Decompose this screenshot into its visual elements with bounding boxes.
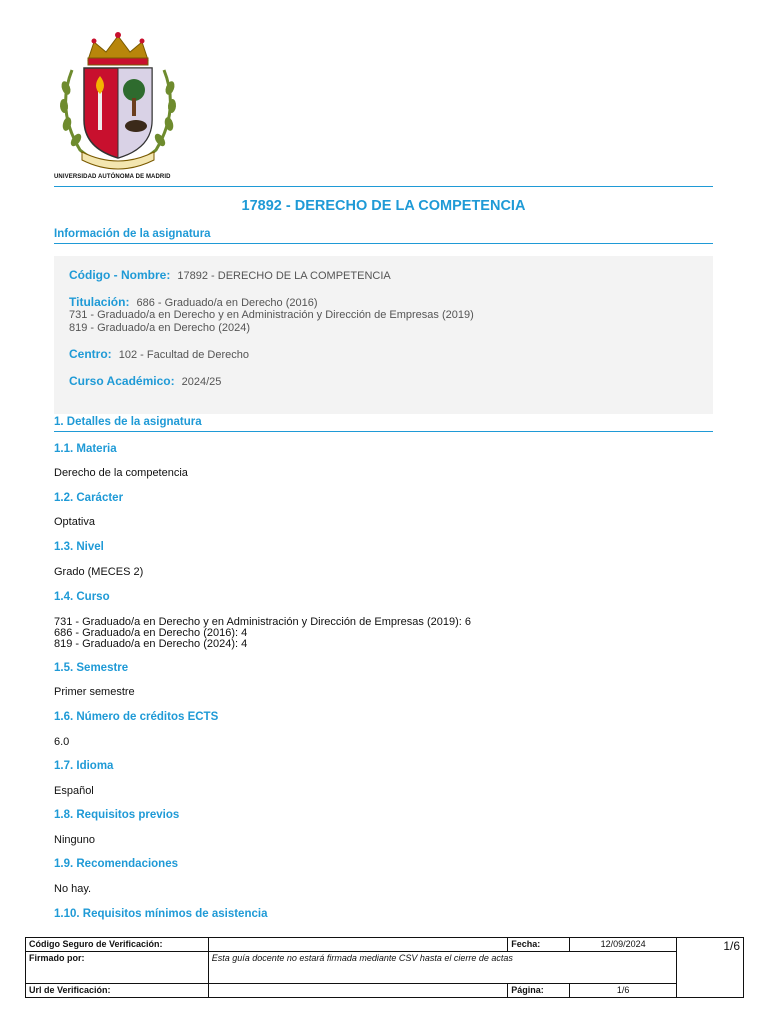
nivel-value: Grado (MECES 2) [54,566,144,578]
curso-line-2: 686 - Graduado/a en Derecho (2016): 4 [54,627,248,639]
firmado-row [26,952,744,984]
creditos-value: 6.0 [54,736,70,748]
page-number: 1/6 [677,938,744,998]
firmado-label: Firmado por: [26,952,209,984]
codigo-value: 17892 - DERECHO DE LA COMPETENCIA [177,270,391,282]
url-value [208,984,507,998]
firmado-value: Esta guía docente no estará firmada mediante CSV hasta el cierre de actas [208,952,676,984]
curso-academico-value: 2024/25 [181,376,222,388]
info-panel [54,256,713,414]
materia-heading: 1.1. Materia [54,443,117,455]
verification-table [25,937,744,998]
titulacion-extra-1: 731 - Graduado/a en Derecho y en Administración y Dirección de Empresas (2019) [69,309,474,321]
info-divider [54,243,713,244]
page-title: 17892 - DERECHO DE LA COMPETENCIA [241,198,526,214]
requisitos-value: Ninguno [54,834,95,846]
university-logo [54,30,184,182]
requisitos-heading: 1.8. Requisitos previos [54,809,180,821]
centro-value: 102 - Facultad de Derecho [118,349,249,361]
curso-heading: 1.4. Curso [54,591,110,603]
csv-label: Código Seguro de Verificación: [26,938,209,952]
coat-of-arms-icon [54,30,184,170]
centro-label: Centro: [69,347,112,361]
pagina-value: 1/6 [570,984,677,998]
codigo-row [69,268,391,282]
section-1-heading: 1. Detalles de la asignatura [54,416,202,428]
caracter-value: Optativa [54,516,95,528]
semestre-heading: 1.5. Semestre [54,662,129,674]
section-1-divider [54,431,713,432]
creditos-heading: 1.6. Número de créditos ECTS [54,711,219,723]
csv-value [208,938,507,952]
centro-row [69,347,249,361]
url-label: Url de Verificación: [26,984,209,998]
curso-line-1: 731 - Graduado/a en Derecho y en Administración y Dirección de Empresas (2019): 6 [54,616,471,628]
info-heading: Información de la asignatura [54,228,211,240]
idioma-value: Español [54,785,94,797]
curso-academico-label: Curso Académico: [69,374,175,388]
pagina-label: Página: [508,984,570,998]
titulacion-value: 686 - Graduado/a en Derecho (2016) [136,297,318,309]
header-divider [54,186,713,187]
university-name: UNIVERSIDAD AUTÓNOMA DE MADRID [54,174,171,180]
codigo-label: Código - Nombre: [69,268,171,282]
curso-line-3: 819 - Graduado/a en Derecho (2024): 4 [54,638,248,650]
recomendaciones-heading: 1.9. Recomendaciones [54,858,178,870]
fecha-label: Fecha: [508,938,570,952]
caracter-heading: 1.2. Carácter [54,492,124,504]
materia-value: Derecho de la competencia [54,467,188,479]
semestre-value: Primer semestre [54,686,135,698]
titulacion-label: Titulación: [69,295,130,309]
fecha-value: 12/09/2024 [570,938,677,952]
csv-row [26,938,744,952]
titulacion-extra-2: 819 - Graduado/a en Derecho (2024) [69,322,251,334]
asistencia-heading: 1.10. Requisitos mínimos de asistencia [54,908,268,920]
nivel-heading: 1.3. Nivel [54,541,104,553]
recomendaciones-value: No hay. [54,883,92,895]
idioma-heading: 1.7. Idioma [54,760,114,772]
curso-academico-row [69,374,221,388]
titulacion-row [69,295,318,309]
url-row [26,984,744,998]
